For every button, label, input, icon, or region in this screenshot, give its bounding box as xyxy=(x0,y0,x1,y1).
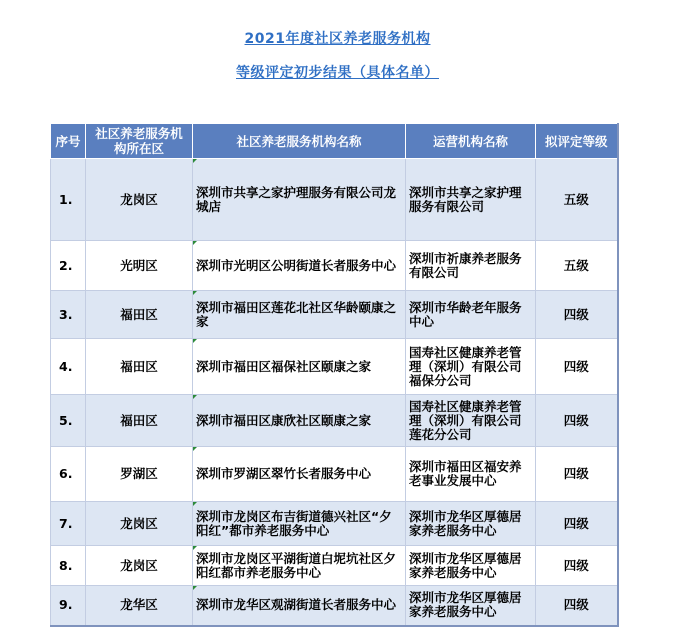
row-number xyxy=(51,546,86,586)
header-grade: 拟评定等级 xyxy=(536,124,618,159)
operator-name-cell xyxy=(406,159,536,241)
district-cell xyxy=(86,339,193,395)
operator-name-cell xyxy=(406,291,536,339)
facility-name-cell-text: 深圳市龙岗区平湖街道白坭坑社区夕阳红都市养老服务中心 xyxy=(196,550,397,580)
row-number-text: 8. xyxy=(59,557,73,573)
operator-name-cell-text: 国寿社区健康养老管理（深圳）有限公司福保分公司 xyxy=(409,344,522,388)
grade-cell-text: 四级 xyxy=(563,557,589,573)
facility-name-cell xyxy=(193,586,406,626)
table-row xyxy=(51,241,618,291)
rating-results-table xyxy=(50,123,619,627)
table-row xyxy=(51,546,618,586)
district-cell-text: 福田区 xyxy=(120,306,158,322)
district-cell-text: 罗湖区 xyxy=(120,466,158,481)
district-cell-text: 福田区 xyxy=(120,358,158,374)
district-cell-text: 龙岗区 xyxy=(120,557,158,573)
district-cell-text: 龙岗区 xyxy=(120,515,158,531)
cell-comment-marker-icon xyxy=(193,339,197,343)
row-number xyxy=(51,241,86,291)
grade-cell xyxy=(536,339,618,395)
district-cell-text: 龙岗区 xyxy=(120,191,158,207)
operator-name-cell-text: 深圳市龙华区厚德居家养老服务中心 xyxy=(409,508,522,538)
row-number-text: 3. xyxy=(59,306,73,322)
cell-comment-marker-icon xyxy=(193,159,197,163)
district-cell-text: 福田区 xyxy=(120,412,158,428)
row-number-text: 6. xyxy=(59,466,73,481)
row-number xyxy=(51,447,86,502)
cell-comment-marker-icon xyxy=(193,241,197,245)
table-row xyxy=(51,502,618,546)
district-cell xyxy=(86,502,193,546)
table-header-row xyxy=(51,124,618,159)
grade-cell xyxy=(536,241,618,291)
facility-name-cell xyxy=(193,546,406,586)
header-operator: 运营机构名称 xyxy=(406,124,536,159)
document-title-line1: 2021年度社区养老服务机构 xyxy=(244,31,431,47)
district-cell xyxy=(86,586,193,626)
district-cell xyxy=(86,159,193,241)
grade-cell xyxy=(536,546,618,586)
grade-cell-text: 四级 xyxy=(563,306,589,322)
row-number-text: 1. xyxy=(59,191,73,207)
facility-name-cell xyxy=(193,339,406,395)
facility-name-cell-text: 深圳市龙岗区布吉街道德兴社区“夕阳红”都市养老服务中心 xyxy=(196,508,392,538)
grade-cell-text: 四级 xyxy=(563,597,589,613)
district-cell xyxy=(86,447,193,502)
grade-cell-text: 五级 xyxy=(563,257,589,273)
facility-name-cell-text: 深圳市龙华区观湖街道长者服务中心 xyxy=(196,597,397,613)
row-number xyxy=(51,586,86,626)
row-number-text: 7. xyxy=(59,515,73,531)
grade-cell xyxy=(536,586,618,626)
facility-name-cell xyxy=(193,447,406,502)
facility-name-cell-text: 深圳市共享之家护理服务有限公司龙城店 xyxy=(196,184,397,214)
row-number xyxy=(51,159,86,241)
operator-name-cell-text: 国寿社区健康养老管理（深圳）有限公司莲花分公司 xyxy=(409,398,522,442)
operator-name-cell-text: 深圳市龙华区厚德居家养老服务中心 xyxy=(409,590,522,620)
row-number xyxy=(51,291,86,339)
table-row xyxy=(51,339,618,395)
grade-cell-text: 四级 xyxy=(563,358,589,374)
operator-name-cell xyxy=(406,502,536,546)
cell-comment-marker-icon xyxy=(193,502,197,506)
facility-name-cell xyxy=(193,241,406,291)
operator-name-cell xyxy=(406,395,536,447)
cell-comment-marker-icon xyxy=(193,546,197,550)
grade-cell xyxy=(536,447,618,502)
row-number-text: 2. xyxy=(59,257,73,273)
cell-comment-marker-icon xyxy=(193,395,197,399)
facility-name-cell-text: 深圳市福田区莲花北社区华龄颐康之家 xyxy=(196,299,397,329)
operator-name-cell-text: 深圳市共享之家护理服务有限公司 xyxy=(409,184,522,214)
row-number xyxy=(51,339,86,395)
operator-name-cell-text: 深圳市祈康养老服务有限公司 xyxy=(409,250,522,280)
facility-name-cell xyxy=(193,159,406,241)
facility-name-cell-text: 深圳市福田区康欣社区颐康之家 xyxy=(196,412,372,428)
document-title-line2: 等级评定初步结果（具体名单） xyxy=(236,65,439,81)
cell-comment-marker-icon xyxy=(193,291,197,295)
grade-cell-text: 四级 xyxy=(563,515,589,531)
operator-name-cell xyxy=(406,586,536,626)
header-district: 社区养老服务机构所在区 xyxy=(86,124,193,159)
table-row xyxy=(51,159,618,241)
table-row xyxy=(51,447,618,502)
facility-name-cell-text: 深圳市光明区公明街道长者服务中心 xyxy=(196,257,397,273)
district-cell xyxy=(86,546,193,586)
grade-cell xyxy=(536,159,618,241)
row-number-text: 4. xyxy=(59,358,73,374)
operator-name-cell xyxy=(406,339,536,395)
district-cell-text: 龙华区 xyxy=(120,597,158,613)
operator-name-cell-text: 深圳市华龄老年服务中心 xyxy=(409,299,522,329)
grade-cell-text: 四级 xyxy=(563,412,589,428)
operator-name-cell xyxy=(406,447,536,502)
facility-name-cell-text: 深圳市罗湖区翠竹长者服务中心 xyxy=(196,466,372,481)
grade-cell-text: 五级 xyxy=(563,191,589,207)
row-number xyxy=(51,395,86,447)
grade-cell xyxy=(536,502,618,546)
facility-name-cell xyxy=(193,395,406,447)
district-cell xyxy=(86,291,193,339)
grade-cell xyxy=(536,291,618,339)
header-name: 社区养老服务机构名称 xyxy=(193,124,406,159)
facility-name-cell xyxy=(193,502,406,546)
cell-comment-marker-icon xyxy=(193,586,197,590)
table-row xyxy=(51,291,618,339)
header-no: 序号 xyxy=(51,124,86,159)
grade-cell-text: 四级 xyxy=(563,466,589,481)
table-row xyxy=(51,395,618,447)
facility-name-cell-text: 深圳市福田区福保社区颐康之家 xyxy=(196,358,372,374)
operator-name-cell xyxy=(406,241,536,291)
operator-name-cell xyxy=(406,546,536,586)
row-number-text: 5. xyxy=(59,412,73,428)
row-number xyxy=(51,502,86,546)
district-cell xyxy=(86,241,193,291)
district-cell-text: 光明区 xyxy=(120,257,158,273)
cell-comment-marker-icon xyxy=(193,447,197,451)
row-number-text: 9. xyxy=(59,597,73,613)
facility-name-cell xyxy=(193,291,406,339)
operator-name-cell-text: 深圳市福田区福安养老事业发展中心 xyxy=(409,459,522,488)
table-row xyxy=(51,586,618,626)
operator-name-cell-text: 深圳市龙华区厚德居家养老服务中心 xyxy=(409,550,522,580)
district-cell xyxy=(86,395,193,447)
grade-cell xyxy=(536,395,618,447)
